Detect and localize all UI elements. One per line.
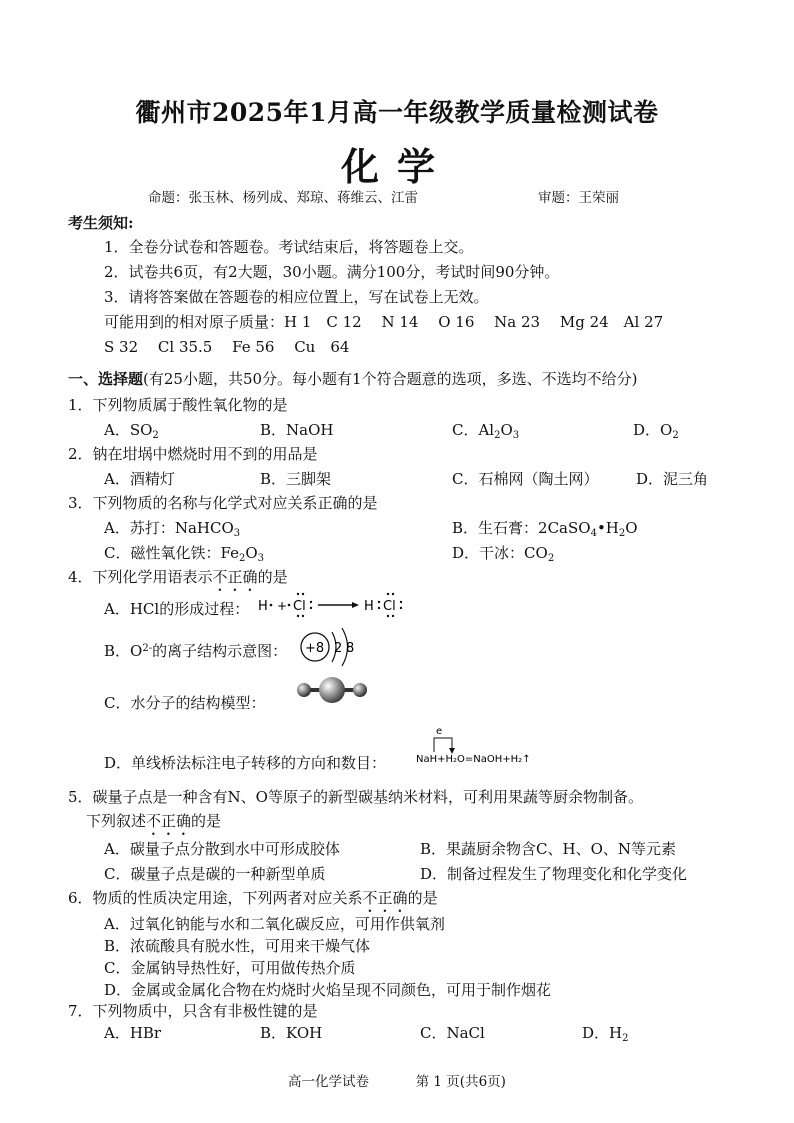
hydrogen-atom-right xyxy=(353,683,367,697)
q4-option-c: C．水分子的结构模型： xyxy=(104,694,266,712)
q5-option-c: C．碳量子点是碳的一种新型单质 xyxy=(104,865,326,883)
q2-option-d: D．泥三角 xyxy=(636,470,709,488)
subject-title: 化学 xyxy=(340,144,453,189)
q5-option-a: A．碳量子点分散到水中可形成胶体 xyxy=(104,840,340,858)
q5-stem-2: 下列叙述不正确的是 xyxy=(86,812,222,830)
q3-option-b: B．生石膏：$2CaSO_4•H_2O$ xyxy=(452,519,638,539)
q6-option-c: C．金属钠导热性好，可用做传热介质 xyxy=(104,959,356,977)
section-heading-note: (有25小题，共50分。每小题有1个符合题意的选项，多选、不选均不给分) xyxy=(143,370,638,388)
q2-stem: 2．钠在坩埚中燃烧时用不到的用品是 xyxy=(68,445,318,463)
authors: 命题：张玉林、杨列成、郑琼、蒋维云、江雷 xyxy=(148,190,418,206)
q4-option-d: D．单线桥法标注电子转移的方向和数目： xyxy=(104,754,387,772)
q1-option-a: A．$SO_2$ xyxy=(104,421,159,441)
notice-item-2: 2．试卷共6页，有2大题，30小题。满分100分，考试时间90分钟。 xyxy=(104,263,560,281)
shell-1-count: 2 xyxy=(334,641,343,656)
exam-title: 衢州市2025年1月高一年级教学质量检测试卷 xyxy=(135,98,659,127)
q7-option-a: A．HBr xyxy=(104,1024,162,1042)
q7-stem: 7．下列物质中，只含有非极性键的是 xyxy=(68,1002,318,1020)
h-electron-dot xyxy=(270,604,273,607)
water-molecule-model xyxy=(294,674,374,706)
footer-subject: 高一化学试卷 xyxy=(288,1074,370,1090)
q2-option-b: B．三脚架 xyxy=(260,470,332,488)
shell-2-count: 8 xyxy=(346,641,355,656)
q4-stem: 4．下列化学用语表示不正确的是 xyxy=(68,568,288,586)
notice-item-1: 1．全卷分试卷和答题卷。考试结束后，将答题卷上交。 xyxy=(104,238,474,256)
q6-option-d: D．金属或金属化合物在灼烧时火焰呈现不同颜色，可用于制作烟花 xyxy=(104,981,552,999)
q7-option-d: D．$H_2$ xyxy=(582,1024,629,1044)
cl-product-label: Cl xyxy=(383,599,396,614)
q3-option-d: D．干冰：$CO_2$ xyxy=(452,544,555,564)
nucleus-charge: +8 xyxy=(305,641,325,656)
oxygen-atom xyxy=(319,677,345,703)
q6-stem: 6．物质的性质决定用途，下列两者对应关系不正确的是 xyxy=(68,889,438,907)
o2-ion-diagram xyxy=(298,622,370,672)
section-heading xyxy=(68,368,637,389)
q6-option-a: A．过氧化钠能与水和二氧化碳反应，可用作供氧剂 xyxy=(104,915,445,933)
cl-electron-dot xyxy=(288,604,291,607)
electron-label: e xyxy=(436,726,443,737)
plus-label: + xyxy=(277,599,288,613)
h-atom-label: H xyxy=(258,599,268,614)
h-product-label: H xyxy=(364,599,374,614)
q4-option-a: A．HCl的形成过程： xyxy=(104,600,250,618)
q5-option-b: B．果蔬厨余物含C、H、O、N等元素 xyxy=(420,840,677,858)
q6-option-b: B．浓硫酸具有脱水性，可用来干燥气体 xyxy=(104,937,371,955)
q7-option-c: C．NaCl xyxy=(420,1024,485,1042)
q4-option-b: B．$O^{2-}$的离子结构示意图： xyxy=(104,642,288,660)
q1-option-d: D．$O_2$ xyxy=(633,421,679,441)
q5-stem-1: 5．碳量子点是一种含有N、O等原子的新型碳基纳米材料，可利用果蔬等厨余物制备。 xyxy=(68,788,643,806)
q3-stem: 3．下列物质的名称与化学式对应关系正确的是 xyxy=(68,494,378,512)
q1-stem: 1．下列物质属于酸性氧化物的是 xyxy=(68,396,288,414)
q1-option-c: C．$Al_2O_3$ xyxy=(452,421,520,441)
page-number: 第 1 页(共6页) xyxy=(415,1074,506,1090)
q2-option-c: C．石棉网（陶土网） xyxy=(452,470,599,488)
q1-option-b: B．NaOH xyxy=(260,421,334,439)
transfer-bridge xyxy=(434,738,452,752)
q3-option-c: C．磁性氧化铁：$Fe_2O_3$ xyxy=(104,544,265,564)
q3-option-a: A．苏打：NaHCO$_3$ xyxy=(104,519,241,539)
q7-option-b: B．KOH xyxy=(260,1024,323,1042)
notice-heading: 考生须知: xyxy=(68,214,134,232)
q5-option-d: D．制备过程发生了物理变化和化学变化 xyxy=(420,865,688,883)
page-footer xyxy=(0,1070,794,1090)
hcl-formation-diagram xyxy=(256,588,416,622)
cl-atom-label: Cl xyxy=(293,599,306,614)
reviewer: 审题：王荣丽 xyxy=(538,190,619,206)
hydrogen-atom-left xyxy=(297,683,311,697)
q2-option-a: A．酒精灯 xyxy=(104,470,175,488)
notice-item-3: 3．请将答案做在答题卷的相应位置上，写在试卷上无效。 xyxy=(104,288,489,306)
reaction-equation: NaH+H₂O=NaOH+H₂↑ xyxy=(416,754,531,765)
atomic-masses-2: S 32 Cl 35.5 Fe 56 Cu 64 xyxy=(104,338,350,356)
section-heading-label: 一、选择题 xyxy=(68,370,144,388)
electron-transfer-diagram xyxy=(412,724,552,768)
atomic-masses-1: 可能用到的相对原子质量：H 1 C 12 N 14 O 16 Na 23 Mg 24 Al 27 xyxy=(104,313,664,331)
